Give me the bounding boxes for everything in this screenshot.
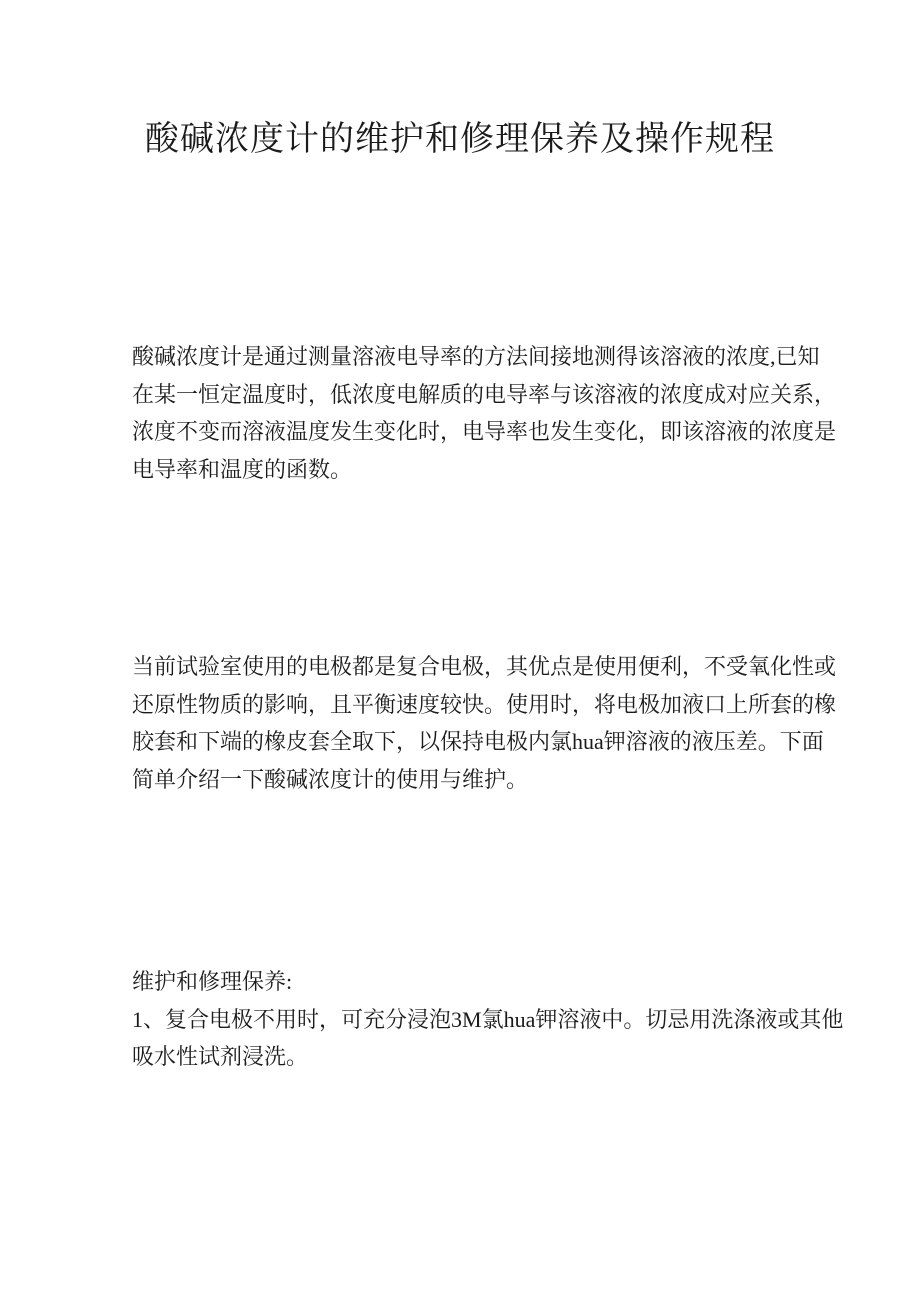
text-line: 在某一恒定温度时，低浓度电解质的电导率与该溶液的浓度成对应关系，	[132, 381, 837, 407]
maintenance-item-line: 吸水性试剂浸洗。	[132, 1044, 309, 1069]
text-line: 电导率和温度的函数。	[132, 456, 353, 482]
electrode-paragraph	[132, 648, 837, 798]
document-title: 酸碱浓度计的维护和修理保养及操作规程	[145, 121, 775, 158]
maintenance-item-line: 1、复合电极不用时，可充分浸泡3M氯hua钾溶液中。切忌用洗涤液或其他	[132, 1006, 844, 1032]
text-line: 酸碱浓度计是通过测量溶液电导率的方法间接地测得该溶液的浓度,已知	[132, 344, 820, 369]
text-line: 简单介绍一下酸碱浓度计的使用与维护。	[132, 766, 529, 792]
text-line: 胶套和下端的橡皮套全取下，以保持电极内氯hua钾溶液的液压差。下面	[132, 729, 824, 754]
maintenance-section	[132, 963, 844, 1076]
maintenance-heading: 维护和修理保养:	[132, 969, 293, 994]
intro-paragraph	[132, 338, 837, 488]
text-line: 还原性物质的影响，且平衡速度较快。使用时，将电极加液口上所套的橡	[132, 691, 837, 717]
text-line: 浓度不变而溶液温度发生变化时，电导率也发生变化，即该溶液的浓度是	[132, 419, 837, 444]
text-line: 当前试验室使用的电极都是复合电极，其优点是使用便利，不受氧化性或	[132, 654, 837, 679]
